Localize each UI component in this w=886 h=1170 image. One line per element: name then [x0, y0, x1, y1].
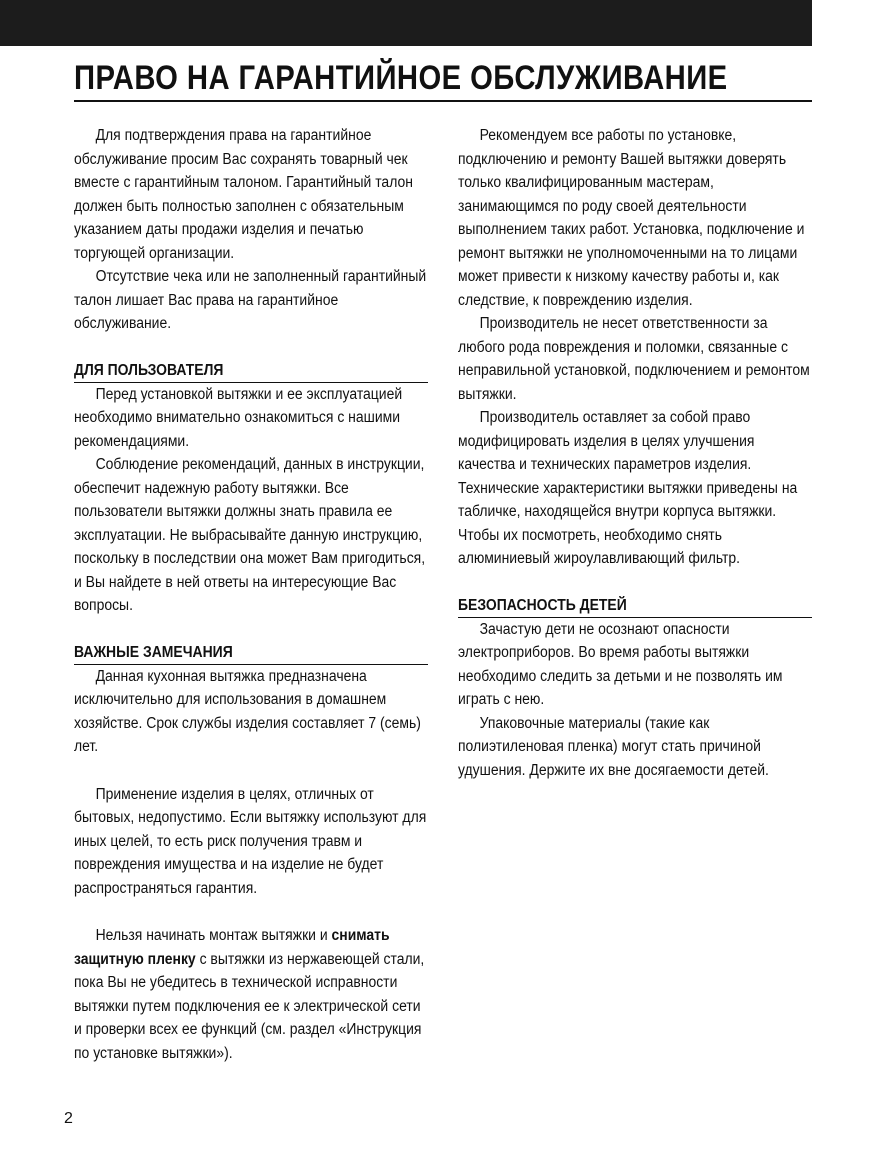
header-bar	[0, 0, 812, 46]
section-heading-user	[74, 360, 428, 383]
left-column	[74, 124, 428, 1065]
notes-p3-text-b: с вытяжки из нержавеющей стали, пока Вы не убедитесь в технической исправности вытяжки путем подключения ее к электрической сети и проверки всех ее функций (см. раздел «Инструкция по установке вытяжки»).	[74, 950, 425, 1062]
notes-paragraph-2: Применение изделия в целях, отличных от бытовых, недопустимо. Если вытяжку используют для иных целей, то есть риск получения травм и повреждения имущества и на изделие не будет распространяться гарантия.	[74, 785, 427, 897]
children-paragraph-1: Зачастую дети не осознают опасности электроприборов. Во время работы вытяжки необходимо следить за детьми и не позволять им играть с нею.	[458, 620, 783, 708]
notes-paragraph-1: Данная кухонная вытяжка предназначена исключительно для использования в домашнем хозяйстве. Срок службы изделия составляет 7 (семь) лет.	[74, 667, 421, 755]
installation-paragraph-1: Рекомендуем все работы по установке, подключению и ремонту Вашей вытяжки доверять только квалифицированным мастерам, занимающимся по роду своей деятельности выполнением таких работ. Установка, подключение и ремонт вытяжки не уполномоченными на то лицами может привести к низкому качеству работы и, как следствие, к повреждению изделия.	[458, 127, 805, 309]
notes-paragraph-3	[74, 924, 428, 1065]
section-heading-children-label: БЕЗОПАСНОСТЬ ДЕТЕЙ	[458, 596, 627, 614]
right-column	[458, 124, 812, 782]
installation-paragraph-2: Производитель не несет ответственности за любого рода повреждения и поломки, связанные с неправильной установкой, подключением и ремонтом вытяжки.	[458, 315, 810, 403]
installation-paragraph-3: Производитель оставляет за собой право модифицировать изделия в целях улучшения качества и технических параметров изделия. Технические характеристики вытяжки приведены на табличке, находящейся внутри корпуса вытяжки. Чтобы их посмотреть, необходимо снять алюминиевый жироулавливающий фильтр.	[458, 409, 798, 567]
children-paragraph-2: Упаковочные материалы (такие как полиэтиленовая пленка) могут стать причиной удушения. Держите их вне досягаемости детей.	[458, 714, 769, 779]
section-heading-notes	[74, 642, 428, 665]
section-heading-children	[458, 595, 812, 618]
title-divider	[74, 100, 812, 102]
warranty-paragraph-1: Для подтверждения права на гарантийное обслуживание просим Вас сохранять товарный чек вместе с гарантийным талоном. Гарантийный талон должен быть полностью заполнен с обязательным указанием даты продажи изделия и печатью торгующей организации.	[74, 127, 413, 262]
section-heading-user-label: ДЛЯ ПОЛЬЗОВАТЕЛЯ	[74, 361, 224, 379]
user-paragraph-2: Соблюдение рекомендаций, данных в инструкции, обеспечит надежную работу вытяжки. Все пользователи вытяжки должны знать правила ее эксплуатации. Не выбрасывайте данную инструкцию, поскольку в последствии она может Вам пригодиться, и Вы найдете в ней ответы на интересующие Вас вопросы.	[74, 456, 426, 614]
page-number: 2	[64, 1110, 73, 1127]
section-heading-notes-label: ВАЖНЫЕ ЗАМЕЧАНИЯ	[74, 643, 233, 661]
warranty-paragraph-2: Отсутствие чека или не заполненный гарантийный талон лишает Вас права на гарантийное обслуживание.	[74, 268, 427, 332]
notes-p3-bold: снимать защитную пленку	[74, 927, 390, 968]
page-title: ПРАВО НА ГАРАНТИЙНОЕ ОБСЛУЖИВАНИЕ	[74, 59, 728, 97]
notes-p3-text-a: Нельзя начинать монтаж вытяжки и	[95, 927, 332, 944]
user-paragraph-1: Перед установкой вытяжки и ее эксплуатацией необходимо внимательно ознакомиться с нашими рекомендациями.	[74, 385, 403, 450]
